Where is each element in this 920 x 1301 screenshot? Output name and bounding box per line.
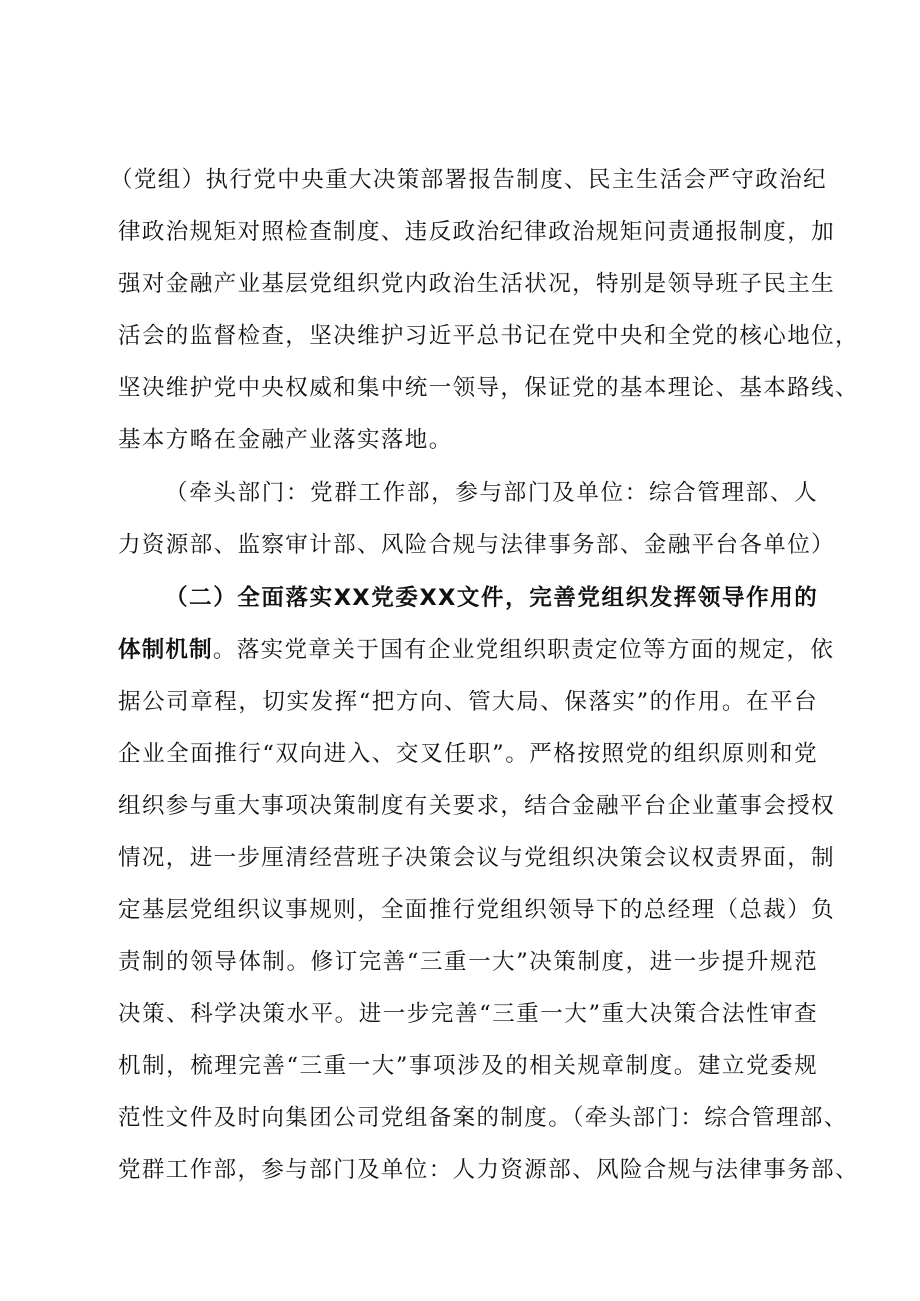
paragraph-3-line-9: 机制，梳理完善“三重一大”事项涉及的相关规章制度。建立党委规 <box>118 1053 818 1079</box>
paragraph-3-line-5: 情况，进一步厘清经营班子决策会议与党组织决策会议权责界面，制 <box>118 845 836 871</box>
section-heading-line-1 <box>165 574 818 622</box>
paragraph-1-line-3: 强对金融产业基层党组织党内政治生活状况，特别是领导班子民主生 <box>118 271 836 297</box>
section-heading-tail: 体制机制 <box>118 637 213 663</box>
paragraph-1-line-2: 律政治规矩对照检查制度、违反政治纪律政治规矩问责通报制度，加 <box>118 219 836 245</box>
paragraph-3-line-1 <box>118 626 835 674</box>
paragraph-3-line-6: 定基层党组织议事规则，全面推行党组织领导下的总经理（总裁）负 <box>118 897 836 923</box>
paragraph-3-line-10: 范性文件及时向集团公司党组备案的制度。（牵头部门：综合管理部、 <box>118 1105 848 1131</box>
paragraph-3-line-4: 组织参与重大事项决策制度有关要求，结合金融平台企业董事会授权 <box>118 793 836 819</box>
paragraph-1-line-6: 基本方略在金融产业落实落地。 <box>118 427 453 453</box>
paragraph-3-line-11: 党群工作部，参与部门及单位：人力资源部、风险合规与法律事务部、 <box>118 1157 859 1183</box>
paragraph-2-line-1: （牵头部门：党群工作部，参与部门及单位：综合管理部、人 <box>165 480 818 506</box>
paragraph-1-line-5: 坚决维护党中央权威和集中统一领导，保证党的基本理论、基本路线、 <box>118 375 859 401</box>
paragraph-3-line-2: 据公司章程，切实发挥“把方向、管大局、保落实”的作用。在平台 <box>118 689 818 715</box>
paragraph-2-line-2: 力资源部、监察审计部、风险合规与法律事务部、金融平台各单位） <box>118 532 836 558</box>
paragraph-1-line-4: 活会的监督检查，坚决维护习近平总书记在党中央和全党的核心地位， <box>118 323 859 349</box>
paragraph-1-line-1: （党组）执行党中央重大决策部署报告制度、民主生活会严守政治纪 <box>110 167 828 193</box>
paragraph-3-line-8: 决策、科学决策水平。进一步完善“三重一大”重大决策合法性审查 <box>118 1001 818 1027</box>
paragraph-3-line-1-text: 。落实党章关于国有企业党组织职责定位等方面的规定，依 <box>212 637 835 663</box>
section-heading-text: （二）全面落实XX党委XX文件，完善党组织发挥领导作用的 <box>165 585 818 611</box>
paragraph-3-line-7: 责制的领导体制。修订完善“三重一大”决策制度，进一步提升规范 <box>118 949 818 975</box>
paragraph-3-line-3: 企业全面推行“双向进入、交叉任职”。严格按照党的组织原则和党 <box>118 741 818 767</box>
